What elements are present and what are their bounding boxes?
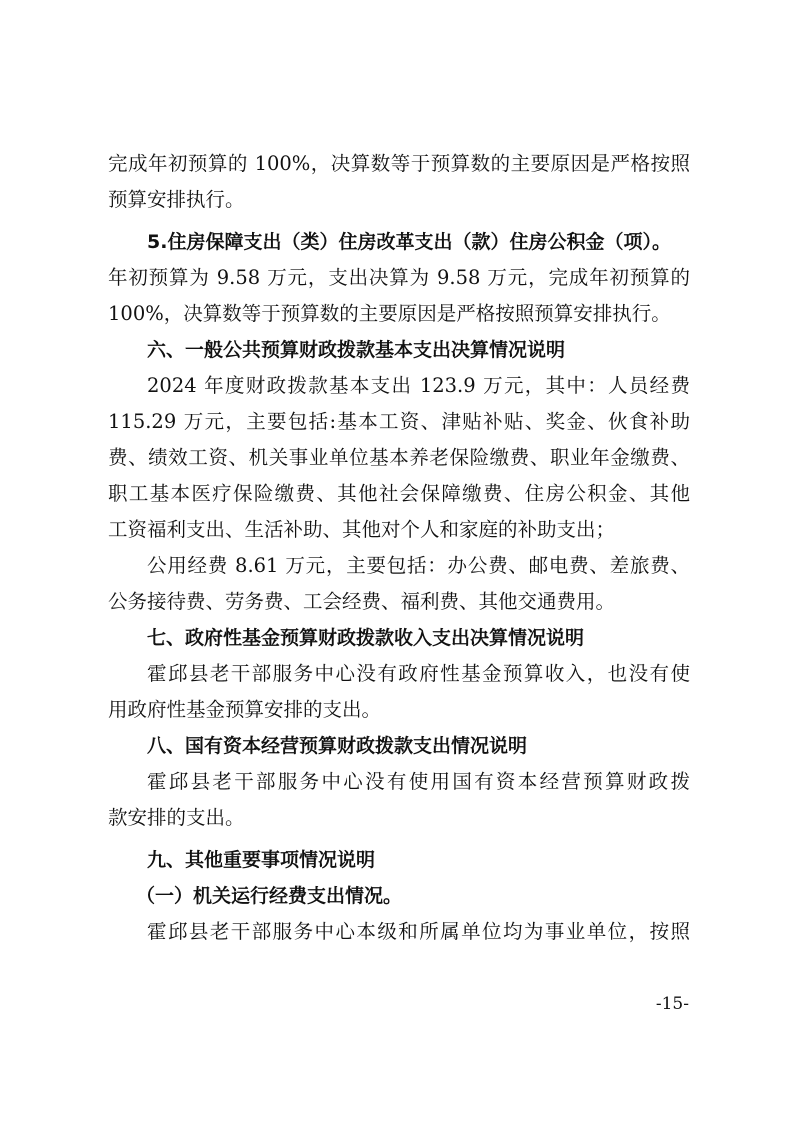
body-text	[108, 146, 690, 950]
paragraph-line: 工资福利支出、生活补助、其他对个人和家庭的补助支出；	[108, 518, 616, 541]
section-heading: 九、其他重要事项情况说明	[147, 849, 376, 871]
paragraph-line: 年初预算为 9.58 万元，支出决算为 9.58 万元，完成年初预算的	[108, 266, 690, 289]
paragraph-line: 霍邱县老干部服务中心本级和所属单位均为事业单位，按照	[147, 920, 690, 943]
paragraph-line: 公务接待费、劳务费、工会经费、福利费、其他交通费用。	[108, 590, 616, 613]
paragraph-line: 100%，决算数等于预算数的主要原因是严格按照预算安排执行。	[108, 302, 671, 325]
page-number: -15-	[655, 994, 689, 1014]
paragraph-line: 完成年初预算的 100%，决算数等于预算数的主要原因是严格按照	[108, 152, 690, 175]
paragraph-line: 115.29 万元，主要包括:基本工资、津贴补贴、奖金、伙食补助	[108, 410, 690, 433]
paragraph-line: 霍邱县老干部服务中心没有政府性基金预算收入，也没有使	[147, 662, 690, 685]
section-heading: 七、政府性基金预算财政拨款收入支出决算情况说明	[147, 627, 585, 649]
paragraph-line: 预算安排执行。	[108, 188, 245, 211]
subsection-heading: （一）机关运行经费支出情况。	[136, 885, 403, 907]
paragraph-line: 霍邱县老干部服务中心没有使用国有资本经营预算财政拨	[147, 770, 690, 793]
item-heading: 5.住房保障支出（类）住房改革支出（款）住房公积金（项）。	[147, 231, 671, 253]
paragraph-line: 2024 年度财政拨款基本支出 123.9 万元，其中：人员经费	[147, 374, 690, 397]
paragraph-line: 款安排的支出。	[108, 806, 245, 829]
section-heading: 六、一般公共预算财政拨款基本支出决算情况说明	[147, 339, 566, 361]
paragraph-line: 职工基本医疗保险缴费、其他社会保障缴费、住房公积金、其他	[108, 482, 690, 505]
section-heading: 八、国有资本经营预算财政拨款支出情况说明	[147, 735, 528, 757]
paragraph-line: 费、绩效工资、机关事业单位基本养老保险缴费、职业年金缴费、	[108, 446, 690, 469]
paragraph-line: 公用经费 8.61 万元，主要包括：办公费、邮电费、差旅费、	[147, 554, 690, 577]
paragraph-line: 用政府性基金预算安排的支出。	[108, 698, 382, 721]
